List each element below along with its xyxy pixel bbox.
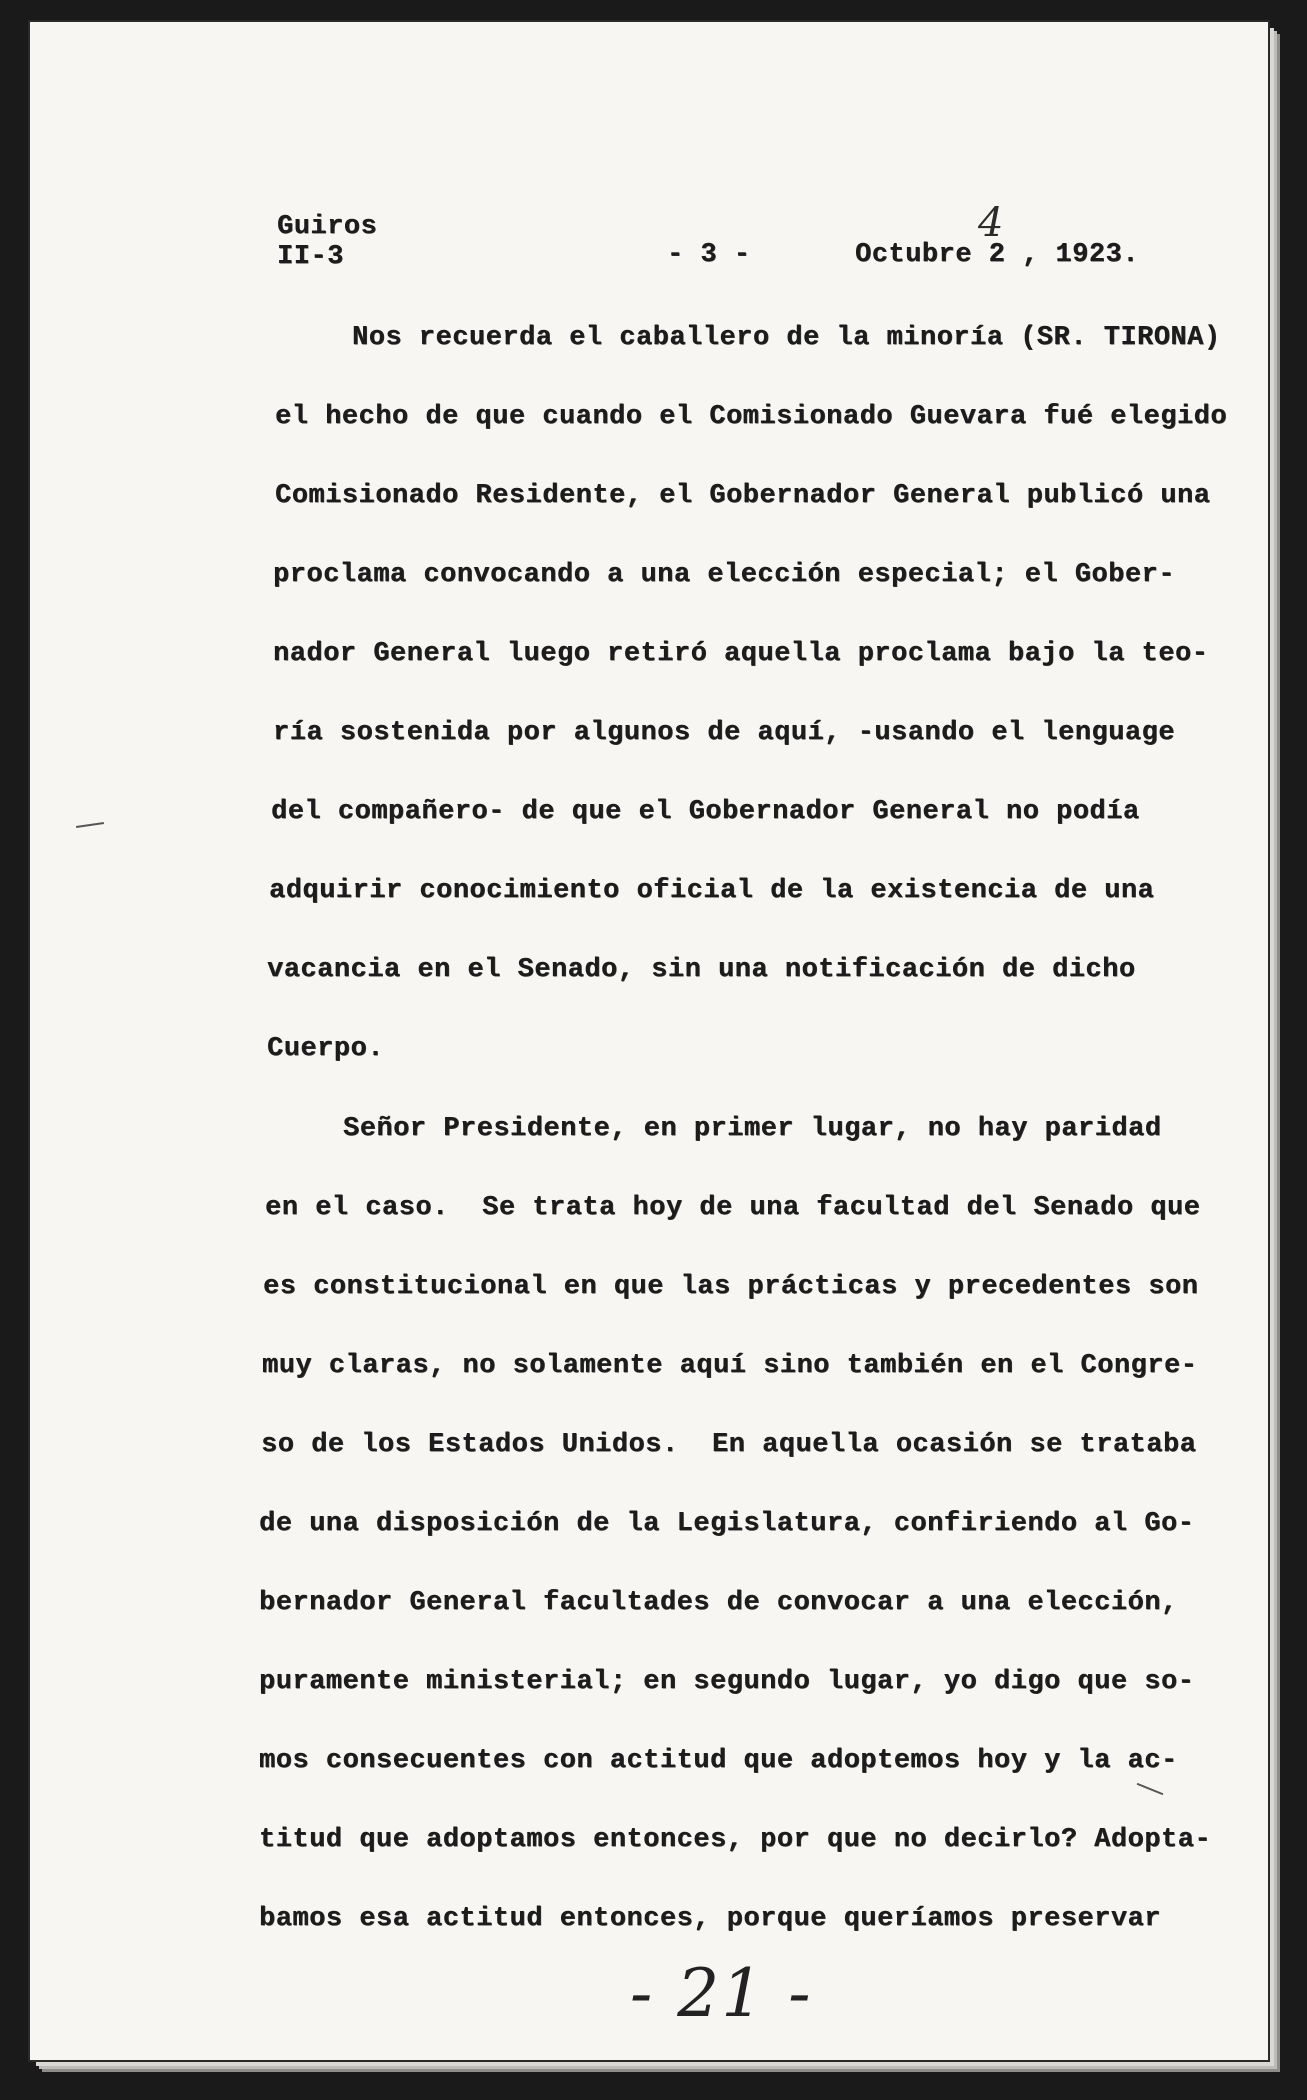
page-number: - 3 - bbox=[667, 240, 751, 270]
body-line: adquirir conocimiento oficial de la existencia de una bbox=[269, 876, 1155, 906]
body-line: el hecho de que cuando el Comisionado Guevara fué elegido bbox=[275, 402, 1228, 432]
date-correction: 4 bbox=[978, 200, 1004, 246]
body-line: Nos recuerda el caballero de la minoría (SR. TIRONA) bbox=[352, 323, 1221, 353]
body-line: bernador General facultades de convocar a una elección, bbox=[259, 1588, 1178, 1618]
body-line: Comisionado Residente, el Gobernador General publicó una bbox=[275, 481, 1211, 511]
body-line: muy claras, no solamente aquí sino también en el Congre- bbox=[262, 1351, 1198, 1381]
margin-mark bbox=[1137, 1783, 1164, 1795]
body-line: nador General luego retiró aquella proclama bajo la teo- bbox=[273, 639, 1209, 669]
header-left bbox=[277, 212, 377, 272]
body-line: de una disposición de la Legislatura, confiriendo al Go- bbox=[259, 1509, 1195, 1539]
margin-mark bbox=[76, 822, 104, 828]
body-line: titud que adoptamos entonces, por que no decirlo? Adopta- bbox=[259, 1825, 1212, 1855]
body-line: Señor Presidente, en primer lugar, no hay paridad bbox=[343, 1114, 1162, 1144]
body-line: vacancia en el Senado, sin una notificación de dicho bbox=[267, 955, 1136, 985]
body-line: es constitucional en que las prácticas y precedentes son bbox=[263, 1272, 1199, 1302]
body-line: Cuerpo. bbox=[267, 1034, 384, 1064]
body-line: bamos esa actitud entonces, porque queríamos preservar bbox=[259, 1904, 1161, 1934]
document-date: Octubre 2 , 1923. bbox=[855, 240, 1139, 270]
body-line: proclama convocando a una elección especial; el Gober- bbox=[273, 560, 1175, 590]
body-line: mos consecuentes con actitud que adoptemos hoy y la ac- bbox=[259, 1746, 1178, 1776]
header-code: II-3 bbox=[277, 242, 344, 272]
handwritten-folio-number: - 21 - bbox=[630, 1955, 813, 2032]
body-line: en el caso. Se trata hoy de una facultad del Senado que bbox=[265, 1193, 1201, 1223]
body-line: del compañero- de que el Gobernador General no podía bbox=[271, 797, 1140, 827]
body-line: so de los Estados Unidos. En aquella ocasión se trataba bbox=[261, 1430, 1197, 1460]
header-name: Guiros bbox=[277, 212, 378, 242]
body-line: ría sostenida por algunos de aquí, -usando el lenguage bbox=[273, 718, 1175, 748]
body-line: puramente ministerial; en segundo lugar, yo digo que so- bbox=[259, 1667, 1195, 1697]
